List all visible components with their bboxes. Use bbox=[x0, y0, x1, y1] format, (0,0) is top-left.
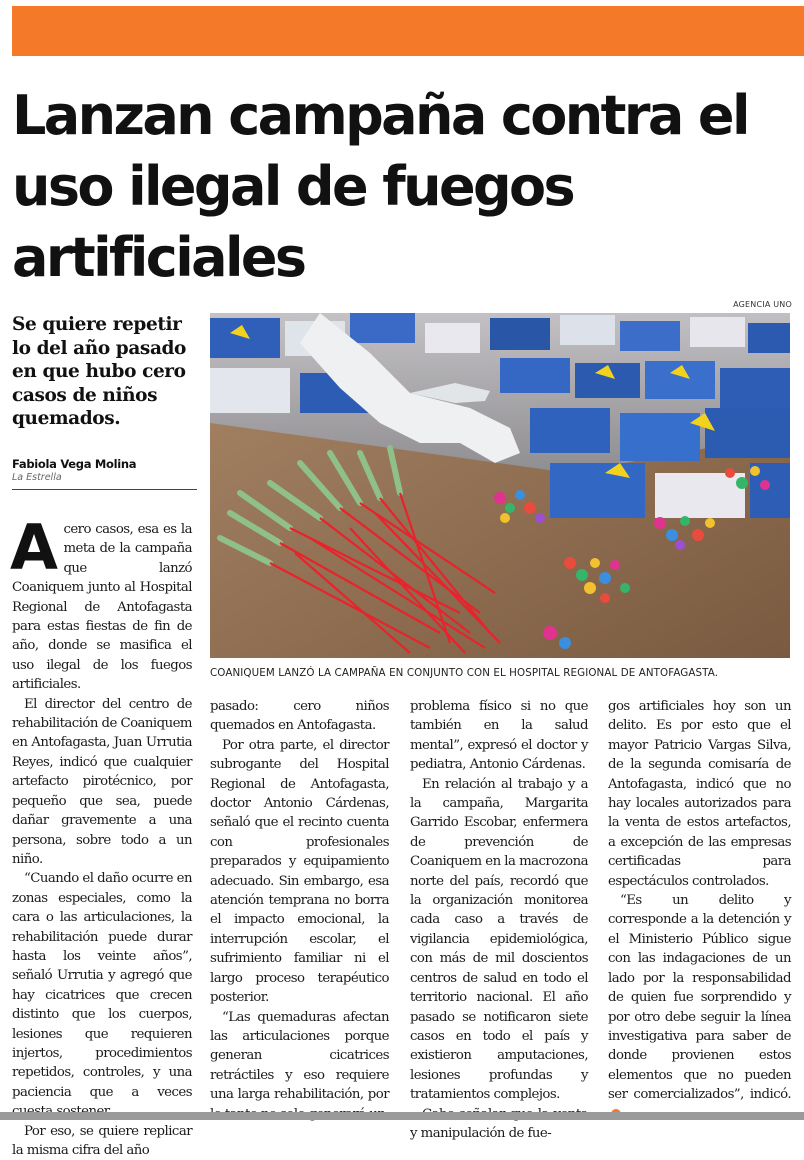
article-photo bbox=[210, 313, 790, 658]
article-paragraph: Por eso, se quiere replicar la misma cifra del año bbox=[12, 1123, 192, 1158]
drop-cap: A bbox=[10, 511, 58, 584]
article-paragraph-text: cero casos, esa es la meta de la campaña que lanzó Coaniquem junto al Hospital Regional de Antofagasta para estas fiestas de fin de año, donde se masifica el uso ilegal de los fuegos artificiales. bbox=[12, 522, 192, 693]
photo-caption: COANIQUEM LANZÓ LA CAMPAÑA EN CONJUNTO CON EL HOSPITAL REGIONAL DE ANTOFAGASTA. bbox=[210, 667, 719, 679]
article-paragraph: pasado: cero niños quemados en Antofagasta. bbox=[210, 699, 389, 734]
article-column-1 bbox=[10, 511, 192, 1158]
bottom-bar bbox=[0, 1112, 804, 1120]
article-column-3 bbox=[410, 697, 588, 1141]
article-paragraph bbox=[608, 891, 791, 1124]
top-accent-bar bbox=[12, 6, 804, 56]
article-paragraph bbox=[10, 511, 192, 695]
article-paragraph: gos artificiales hoy son un delito. Es por esto que el mayor Patricio Vargas Silva, de la segunda comisaría de Antofagasta, indicó que no hay locales autorizados para la venta de estos artefactos, a excepción de las empresas certificadas para espectáculos controlados. bbox=[608, 699, 791, 889]
article-paragraph-text: “Es un delito y corresponde a la detención y el Ministerio Público sigue con las indagaciones de un lado por la responsabilidad de quien fue sorprendido y por otro debe seguir la línea investigativa para saber de donde provienen estos elementos que no pueden ser comercializados”, indicó. bbox=[608, 893, 791, 1103]
photo-credit: AGENCIA UNO bbox=[733, 300, 792, 309]
article-paragraph: problema físico si no que también en la salud mental”, expresó el doctor y pediatra, Antonio Cárdenas. bbox=[410, 699, 588, 773]
article-paragraph: En relación al trabajo y a la campaña, Margarita Garrido Escobar, enfermera de prevención de Coaniquem en la macrozona norte del país, recordó que la organización monitorea cada caso a través de vigilancia epidemiológica, con más de mil doscientos centros de salud en todo el territorio nacional. El año pasado se notificaron siete casos en todo el país y existieron amputaciones, lesiones profundas y tratamientos complejos. bbox=[410, 776, 588, 1103]
article-paragraph: “Cuando el daño ocurre en zonas especiales, como la cara o las articulaciones, la rehabilitación puede durar hasta los veinte años”, señaló Urrutia y agregó que hay cicatrices que crecen distinto que los cuerpos, lesiones que requieren injertos, procedimientos repetidos, controles, y una paciencia que a veces bbox=[12, 871, 192, 1100]
deck-subheadline: Se quiere repetir lo del año pasado en que hubo cero casos de niños quemados. bbox=[12, 314, 186, 429]
byline-outlet: La Estrella bbox=[12, 472, 62, 483]
article-column-2 bbox=[210, 697, 389, 1112]
article-paragraph: “Las quemaduras afectan las articulaciones porque generan cicatrices retráctiles y eso requiere una larga rehabilitación, por bbox=[210, 1009, 389, 1103]
article-column-4 bbox=[608, 697, 791, 1112]
article-paragraph: Por otra parte, el director subrogante del Hospital Regional de Antofagasta, doctor Antonio Cárdenas, señaló que el recinto cuenta con profesionales preparados y equipamiento adecuado. Sin embargo, esa atención temprana no borra el impacto emocional, la interrupción escolar, el sufrimiento familiar ni el largo proceso terapéutico posterior. bbox=[210, 737, 389, 1006]
byline-author: Fabiola Vega Molina bbox=[12, 457, 137, 471]
article-paragraph: El director del centro de rehabilitación de Coaniquem en Antofagasta, Juan Urrutia Reyes, indicó que cualquier artefacto pirotécnico, por pequeño que sea, puede dañar gravemente a una persona, sobre todo a un niño. bbox=[12, 696, 192, 867]
byline bbox=[12, 457, 197, 490]
headline: Lanzan campaña contra el uso ilegal de fuegos artificiales bbox=[12, 84, 748, 289]
article-paragraph: y manipulación de fue- bbox=[410, 1125, 552, 1141]
